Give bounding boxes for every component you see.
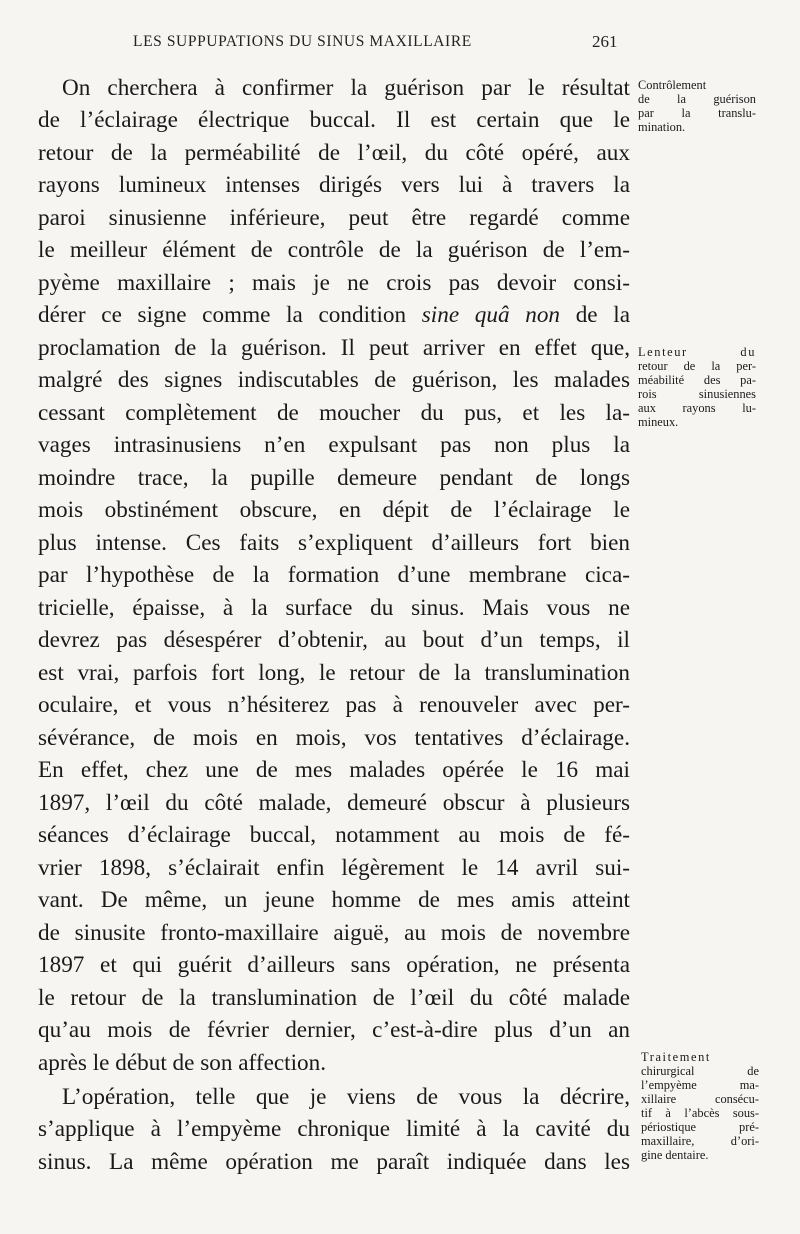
text-line: 1897 et qui guérit d’ailleurs sans opération, ne présenta [38,952,630,978]
text-line: rayons lumineux intenses dirigés vers lui à travers la [38,172,630,198]
text-line: 1897, l’œil du côté malade, demeuré obscur à plusieurs [38,790,630,816]
text-line: vages intrasinusiens n’en expulsant pas non plus la [38,432,630,458]
text-line: malgré des signes indiscutables de guérison, les malades [38,367,630,393]
margin-note-line: Lenteur du [638,345,756,359]
text-line: oculaire, et vous n’hésiterez pas à renouveler avec per- [38,692,630,718]
text-line: plus intense. Ces faits s’expliquent d’ailleurs fort bien [38,530,630,556]
text-line: mois obstinément obscure, en dépit de l’éclairage le [38,497,630,523]
margin-note-line: de la guérison [638,92,756,106]
margin-note-line: aux rayons lu- [638,401,756,415]
text-line: retour de la perméabilité de l’œil, du côté opéré, aux [38,140,630,166]
text-line: s’applique à l’empyème chronique limité à la cavité du [38,1116,630,1142]
text-segment: de la [575,302,630,328]
text-line: On cherchera à confirmer la guérison par le résultat [62,75,630,101]
margin-note-line: xillaire consécu- [641,1092,759,1106]
margin-note-line: périostique pré- [641,1120,759,1134]
text-line: cessant complètement de moucher du pus, et les la- [38,400,630,426]
margin-note-line: mination. [638,120,686,134]
text-line: sinus. La même opération me paraît indiquée dans les [38,1149,630,1175]
margin-note-line: chirurgical de [641,1064,759,1078]
text-line: vrier 1898, s’éclairait enfin légèrement le 14 avril sui- [38,855,630,881]
page-number: 261 [592,32,618,51]
margin-note-line: Contrôlement [638,78,707,92]
text-line: En effet, chez une de mes malades opérée le 16 mai [38,757,630,783]
margin-note-line: maxillaire, d’ori- [641,1134,759,1148]
text-line: le meilleur élément de contrôle de la guérison de l’em- [38,237,630,263]
text-line: de l’éclairage électrique buccal. Il est certain que le [38,107,630,133]
text-line: de sinusite fronto-maxillaire aiguë, au mois de novembre [38,920,630,946]
text-line: séances d’éclairage buccal, notamment au mois de fé- [38,822,630,848]
margin-note [641,1050,759,1162]
text-line: après le début de son affection. [38,1050,327,1076]
text-line: moindre trace, la pupille demeure pendant de longs [38,465,630,491]
text-line: pyème maxillaire ; mais je ne crois pas devoir consi- [38,270,630,296]
margin-note-line: tif à l’abcès sous- [641,1106,759,1120]
text-line: vant. De même, un jeune homme de mes amis atteint [38,887,630,913]
text-line [38,300,630,330]
margin-note [638,78,756,134]
margin-note [638,345,756,429]
text-line: est vrai, parfois fort long, le retour de la translumination [38,660,630,686]
text-line: par l’hypothèse de la formation d’une membrane cica- [38,562,630,588]
text-line: paroi sinusienne inférieure, peut être regardé comme [38,205,630,231]
text-line: L’opération, telle que je viens de vous la décrire, [62,1084,630,1110]
margin-note-line: Traitement [641,1050,711,1064]
text-line: proclamation de la guérison. Il peut arriver en effet que, [38,335,630,361]
margin-note-line: mineux. [638,415,679,429]
margin-note-line: par la translu- [638,106,756,120]
running-head: LES SUPPUPATIONS DU SINUS MAXILLAIRE [133,33,472,50]
margin-note-line: méabilité des pa- [638,373,756,387]
margin-note-line: l’empyème ma- [641,1078,759,1092]
margin-note-line: retour de la per- [638,359,756,373]
text-segment: dérer ce signe comme la condition [38,302,407,328]
text-line: le retour de la translumination de l’œil du côté malade [38,985,630,1011]
margin-note-line: gine dentaire. [641,1148,709,1162]
text-line: devrez pas désespérer d’obtenir, au bout d’un temps, il [38,627,630,653]
margin-note-line: rois sinusiennes [638,387,756,401]
text-line: tricielle, épaisse, à la surface du sinus. Mais vous ne [38,595,630,621]
text-line: qu’au mois de février dernier, c’est-à-dire plus d’un an [38,1017,630,1043]
italic-phrase: sine quâ non [421,302,561,328]
text-line: sévérance, de mois en mois, vos tentatives d’éclairage. [38,725,630,751]
